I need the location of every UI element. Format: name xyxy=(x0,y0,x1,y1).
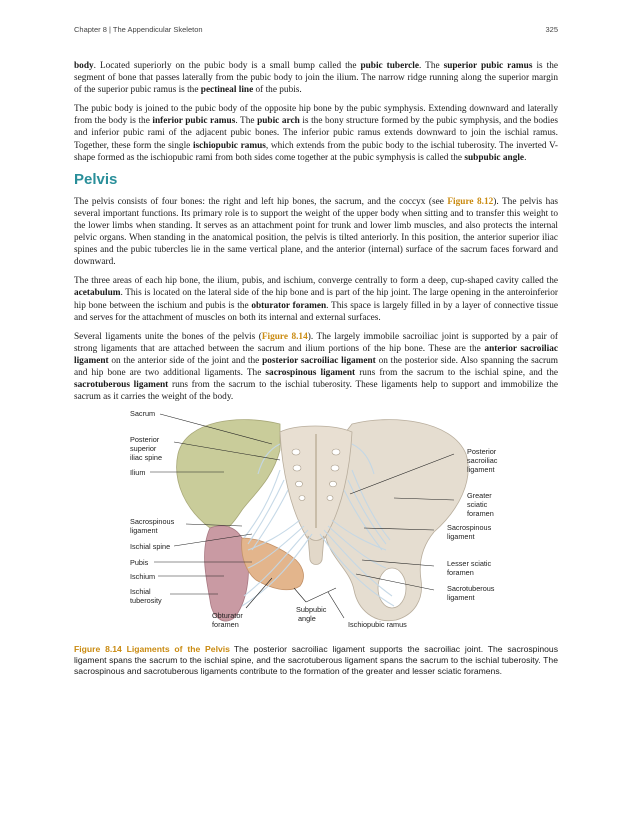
pelvis-illustration xyxy=(74,410,558,640)
caption-text: The posterior sacroiliac ligament supports the sacroiliac joint. The sacrospinous ligament spans the sacrum to the ischial spine, and the sacrotuberous ligament spans the sacrum to the ischial tuberosity. The sacrospinous and sacrotuberous ligaments contribute to the formation of the greater and lesser sciatic foramens. xyxy=(74,644,559,677)
term-posterior-sacroiliac-ligament: posterior sacroiliac ligament xyxy=(262,355,376,366)
label-greater-sciatic-3: foramen xyxy=(467,509,494,519)
label-ischial-tuberosity-1: Ischial xyxy=(130,587,151,597)
term-inferior-pubic-ramus: inferior pubic ramus xyxy=(152,116,236,127)
label-greater-sciatic-1: Greater xyxy=(467,491,492,501)
label-ischiopubic-ramus: Ischiopubic ramus xyxy=(348,620,407,630)
label-lesser-sciatic-1: Lesser sciatic xyxy=(447,559,492,569)
paragraph-pubic-body: body. Located superiorly on the pubic body is a small bump called the pubic tubercle. The superior pubic ramus is the segment of bone that passes laterally from the pubic body to join the ilium. The narrow ridge running along the superior margin of the superior pubic ramus is the pectineal line of the pubis. xyxy=(74,61,558,96)
figure-8-14-link[interactable]: Figure 8.14 xyxy=(261,331,308,342)
term-body: body xyxy=(74,61,94,71)
term-anterior-sacroiliac-ligament: anterior sacroiliac ligament xyxy=(74,343,558,366)
term-pubic-arch: pubic arch xyxy=(257,116,300,127)
figure-8-12-link[interactable]: Figure 8.12 xyxy=(447,196,494,207)
label-ilium: Ilium xyxy=(130,468,146,478)
paragraph-pubic-symphysis: The pubic body is joined to the pubic body of the opposite hip bone by the pubic symphysis. Extending downward and laterally from the body is the inferior pubic ramus. The pubic arch is the bony structure formed by the pubic symphysis, and the bodies and inferior pubic rami of the adjacent pubic bones. The inferior pubic ramus extends downward to join the ischial ramus. Together, these form the single ischiopubic ramus, which extends from the pubic body to the ischial tuberosity. The inverted V-shape formed as the ischiopubic rami from both sides come together at the pubic symphysis is called the subpubic angle. xyxy=(74,104,559,163)
label-obturator-foramen-2: foramen xyxy=(212,620,239,630)
label-psis-3: iliac spine xyxy=(130,453,163,463)
page-header xyxy=(74,25,558,37)
page-number: 325 xyxy=(545,25,558,34)
label-psis-1: Posterior xyxy=(130,435,160,445)
section-heading-pelvis: Pelvis xyxy=(74,170,118,188)
label-obturator-foramen-1: Obturator xyxy=(212,611,243,621)
left-ilium xyxy=(177,420,280,532)
term-ischiopubic-ramus: ischiopubic ramus xyxy=(192,140,266,151)
label-pubis: Pubis xyxy=(130,558,149,568)
label-sacrospinous-left-2: ligament xyxy=(130,526,158,536)
term-superior-pubic-ramus: superior pubic ramus xyxy=(443,61,533,71)
label-ischium: Ischium xyxy=(130,572,156,582)
term-sacrospinous-ligament: sacrospinous ligament xyxy=(265,367,356,378)
figure-caption xyxy=(74,644,558,677)
page-content xyxy=(74,60,558,677)
label-ischial-tuberosity-2: tuberosity xyxy=(130,596,162,606)
label-subpubic-angle-1: Subpubic xyxy=(296,605,327,615)
paragraph-pelvis-intro: The pelvis consists of four bones: the right and left hip bones, the sacrum, and the coccyx (see Figure 8.12). The pelvis has several important functions. Its primary role is to support the weight of the upper body when sitting and to transfer this weight to the lower limbs when standing. It serves as an attachment point for trunk and lower limb muscles, and also protects the internal pelvic organs. When standing in the anatomical position, the pelvis is tilted anteriorly. In this position, the anterior superior iliac spines and the pubic tubercles lie in the same vertical plane, and the anterior (internal) surface of the sacrum faces forward and downward. xyxy=(74,196,559,268)
term-subpubic-angle: subpubic angle xyxy=(464,152,525,163)
label-sacrospinous-right-2: ligament xyxy=(447,532,475,542)
label-sacrospinous-left-1: Sacrospinous xyxy=(130,517,175,527)
label-ischial-spine: Ischial spine xyxy=(130,542,171,552)
chapter-title: Chapter 8 | The Appendicular Skeleton xyxy=(74,25,203,34)
label-sacrospinous-right-1: Sacrospinous xyxy=(447,523,492,533)
label-sacrotuberous-2: ligament xyxy=(447,593,475,603)
term-pubic-tubercle: pubic tubercle xyxy=(360,61,419,71)
label-post-sacroiliac-2: sacroiliac xyxy=(467,456,498,466)
label-post-sacroiliac-3: ligament xyxy=(467,465,495,475)
label-greater-sciatic-2: sciatic xyxy=(467,500,488,510)
caption-title: Figure 8.14 Ligaments of the Pelvis xyxy=(74,644,230,655)
paragraph-ligaments: Several ligaments unite the bones of the pelvis (Figure 8.14). The largely immobile sacroiliac joint is supported by a pair of strong ligaments that are attached between the sacrum and ilium portions of the hip bone. These are the anterior sacroiliac ligament on the anterior side of the joint and the posterior sacroiliac ligament on the posterior side. Also spanning the sacrum and hip bone are two additional ligaments. The sacrospinous ligament runs from the sacrum to the ischial spine, and the sacrotuberous ligament runs from the sacrum to the ischial tuberosity. These ligaments help to support and immobilize the sacrum as it carries the weight of the body. xyxy=(74,331,559,403)
label-psis-2: superior xyxy=(130,444,157,454)
label-sacrum: Sacrum xyxy=(130,410,156,419)
term-pectineal-line: pectineal line xyxy=(200,85,254,96)
pelvis-ligaments-figure xyxy=(74,410,558,640)
coccyx xyxy=(308,536,324,565)
label-subpubic-angle-2: angle xyxy=(298,614,316,624)
term-acetabulum: acetabulum xyxy=(74,288,121,299)
paragraph-acetabulum: The three areas of each hip bone, the ilium, pubis, and ischium, converge centrally to form a deep, cup-shaped cavity called the acetabulum. This is located on the lateral side of the hip bone and is part of the hip joint. The large opening in the anteroinferior hip bone between the ischium and pubis is the obturator foramen. This space is largely filled in by a layer of connective tissue and serves for the attachment of muscles on both its internal and external surfaces. xyxy=(74,276,558,323)
term-obturator-foramen: obturator foramen xyxy=(251,300,327,311)
label-sacrotuberous-1: Sacrotuberous xyxy=(447,584,495,594)
term-sacrotuberous-ligament: sacrotuberous ligament xyxy=(74,380,169,391)
label-lesser-sciatic-2: foramen xyxy=(447,568,474,578)
label-post-sacroiliac-1: Posterior xyxy=(467,447,497,457)
